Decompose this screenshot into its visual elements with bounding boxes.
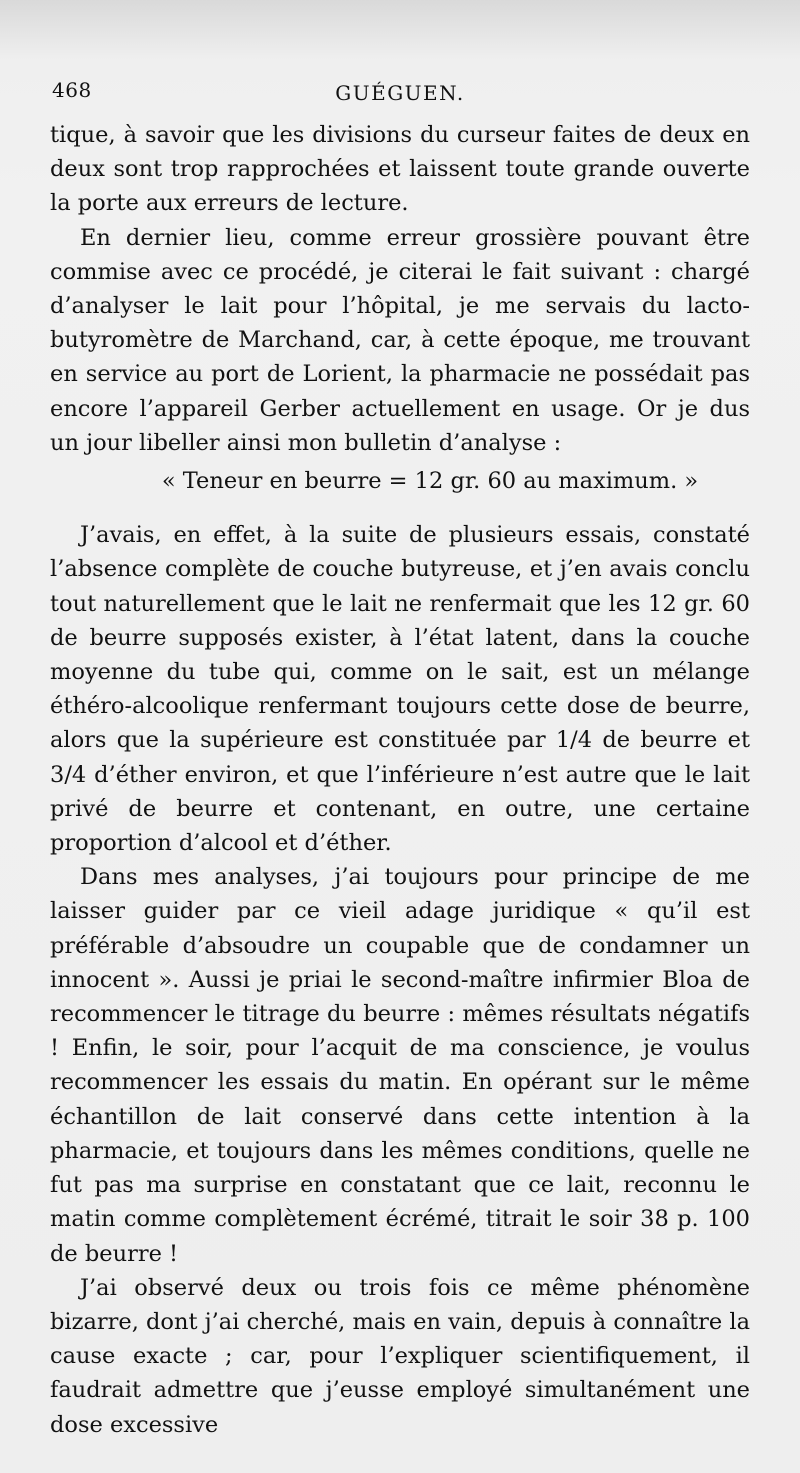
running-head (52, 78, 748, 108)
page-number: 468 (52, 78, 92, 102)
paragraph-principle: Dans mes analyses, j’ai toujours pour principe de me laisser guider par ce vieil adage juridique « qu’il est préférable d’absoudre un coupable que de condamner un innocent ». Aussi je priai le second-maître infirmier Bloa de recommencer le titrage du beurre : mêmes résultats négatifs ! Enfin, le soir, pour l’acquit de ma conscience, je voulus recommencer les essais du matin. En opérant sur le même échantillon de lait conservé dans cette intention à la pharmacie, et toujours dans les mêmes conditions, quelle ne fut pas ma surprise en constatant que ce lait, reconnu le matin comme complètement écrémé, titrait le soir 38 p. 100 de beurre ! (50, 864, 750, 1267)
paragraph-gross-error: En dernier lieu, comme erreur grossière pouvant être commise avec ce procédé, je citerai le fait suivant : chargé d’analyser le lait pour l’hôpital, je me servais du lacto-butyromètre de Marchand, car, à cette époque, me trouvant en service au port de Lorient, la pharmacie ne possédait pas encore l’appareil Gerber actuellement en usage. Or je dus un jour libeller ainsi mon bulletin d’analyse : (50, 224, 750, 456)
quoted-result: « Teneur en beurre = 12 gr. 60 au maximum. » (161, 468, 699, 495)
paragraph-observation: J’ai observé deux ou trois fois ce même phénomène bizarre, dont j’ai cherché, mais en vain, depuis à connaître la cause exacte ; car, pour l’expliquer scientifiquement, il faudrait admettre que j’eusse employé simultanément une dose excessive (50, 1274, 750, 1438)
running-head-author: GUÉGUEN. (335, 81, 465, 105)
paragraph-explanation: J’avais, en effet, à la suite de plusieurs essais, constaté l’absence complète de couche butyreuse, et j’en avais conclu tout naturellement que le lait ne renfermait que les 12 gr. 60 de beurre supposés exister, à l’état latent, dans la couche moyenne du tube qui, comme on le sait, est un mélange éthéro-alcoolique renfermant toujours cette dose de beurre, alors que la supérieure est constituée par 1/4 de beurre et 3/4 d’éther environ, et que l’inférieure n’est autre que le lait privé de beurre et contenant, en outre, une certaine proportion d’alcool et d’éther. (50, 522, 750, 857)
paragraph-continuation: tique, à savoir que les divisions du curseur faites de deux en deux sont trop rapprochées et laissent toute grande ouverte la porte aux erreurs de lecture. (50, 122, 750, 217)
text-body (50, 118, 750, 1442)
